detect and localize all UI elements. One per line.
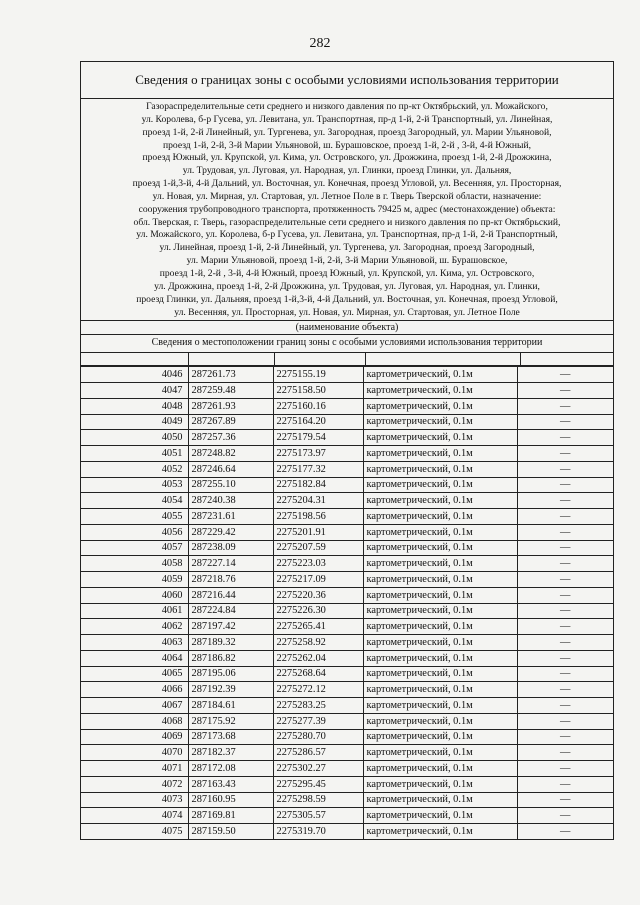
method-cell: картометрический, 0.1м: [363, 477, 517, 493]
method-cell: картометрический, 0.1м: [363, 587, 517, 603]
note-cell: —: [517, 619, 613, 635]
note-cell: —: [517, 398, 613, 414]
table-row: [81, 398, 613, 414]
y-coordinate-cell: 2275164.20: [273, 414, 363, 430]
note-cell: —: [517, 650, 613, 666]
table-row: [81, 761, 613, 777]
method-cell: картометрический, 0.1м: [363, 650, 517, 666]
table-row: [81, 446, 613, 462]
note-cell: —: [517, 587, 613, 603]
point-number-cell: 4051: [81, 446, 188, 462]
description-line: обл. Тверская, г. Тверь, газораспределительные сети среднего и низкого давления по пр-кт Октябрьский,: [133, 216, 561, 228]
method-cell: картометрический, 0.1м: [363, 792, 517, 808]
x-coordinate-cell: 287238.09: [188, 540, 273, 556]
x-coordinate-cell: 287195.06: [188, 666, 273, 682]
x-coordinate-cell: 287172.08: [188, 761, 273, 777]
note-cell: —: [517, 572, 613, 588]
table-row: [81, 745, 613, 761]
y-coordinate-cell: 2275198.56: [273, 509, 363, 525]
point-number-cell: 4062: [81, 619, 188, 635]
note-cell: —: [517, 745, 613, 761]
method-cell: картометрический, 0.1м: [363, 666, 517, 682]
y-coordinate-cell: 2275155.19: [273, 367, 363, 383]
table-row: [81, 524, 613, 540]
method-cell: картометрический, 0.1м: [363, 540, 517, 556]
y-coordinate-cell: 2275182.84: [273, 477, 363, 493]
description-line: проезд 1-й, 2-й , 3-й, 4-й Южный, проезд Южный, ул. Крупской, ул. Кима, ул. Островского,: [159, 267, 535, 279]
y-coordinate-cell: 2275179.54: [273, 430, 363, 446]
point-number-cell: 4056: [81, 524, 188, 540]
table-row: [81, 414, 613, 430]
x-coordinate-cell: 287259.48: [188, 383, 273, 399]
x-coordinate-cell: 287197.42: [188, 619, 273, 635]
method-cell: картометрический, 0.1м: [363, 430, 517, 446]
point-number-cell: 4071: [81, 761, 188, 777]
note-cell: —: [517, 556, 613, 572]
note-cell: —: [517, 682, 613, 698]
method-cell: картометрический, 0.1м: [363, 556, 517, 572]
method-cell: картометрический, 0.1м: [363, 808, 517, 824]
page-number: 282: [309, 36, 331, 51]
point-number-cell: 4072: [81, 776, 188, 792]
x-coordinate-cell: 287182.37: [188, 745, 273, 761]
y-coordinate-cell: 2275262.04: [273, 650, 363, 666]
table-row: [81, 698, 613, 714]
point-number-cell: 4046: [81, 367, 188, 383]
point-number-cell: 4055: [81, 509, 188, 525]
note-cell: —: [517, 540, 613, 556]
point-number-cell: 4065: [81, 666, 188, 682]
note-cell: —: [517, 698, 613, 714]
y-coordinate-cell: 2275305.57: [273, 808, 363, 824]
y-coordinate-cell: 2275207.59: [273, 540, 363, 556]
point-number-cell: 4061: [81, 603, 188, 619]
method-cell: картометрический, 0.1м: [363, 398, 517, 414]
method-cell: картометрический, 0.1м: [363, 761, 517, 777]
method-cell: картометрический, 0.1м: [363, 603, 517, 619]
note-cell: —: [517, 713, 613, 729]
x-coordinate-cell: 287229.42: [188, 524, 273, 540]
note-cell: —: [517, 776, 613, 792]
method-cell: картометрический, 0.1м: [363, 509, 517, 525]
method-cell: картометрический, 0.1м: [363, 383, 517, 399]
note-cell: —: [517, 493, 613, 509]
table-row: [81, 713, 613, 729]
method-cell: картометрический, 0.1м: [363, 745, 517, 761]
y-coordinate-cell: 2275286.57: [273, 745, 363, 761]
table-row: [81, 666, 613, 682]
table-row: [81, 808, 613, 824]
y-coordinate-cell: 2275265.41: [273, 619, 363, 635]
x-coordinate-cell: 287163.43: [188, 776, 273, 792]
y-coordinate-cell: 2275283.25: [273, 698, 363, 714]
description-line: ул. Новая, ул. Мирная, ул. Стартовая, ул. Летное Поле в г. Тверь Тверской области, назначение:: [152, 190, 542, 202]
x-coordinate-cell: 287175.92: [188, 713, 273, 729]
table-row: [81, 650, 613, 666]
x-coordinate-cell: 287261.73: [188, 367, 273, 383]
note-cell: —: [517, 477, 613, 493]
table-row: [81, 493, 613, 509]
table-row: [81, 824, 613, 840]
description-line: ул. Марии Ульяновой, проезд 1-й, 2-й, 3-й Марии Ульяновой, ш. Бурашовское,: [186, 255, 508, 267]
x-coordinate-cell: 287192.39: [188, 682, 273, 698]
y-coordinate-cell: 2275201.91: [273, 524, 363, 540]
description-line: ул. Весенняя, ул. Просторная, ул. Новая, ул. Мирная, ул. Стартовая, ул. Летное Поле: [174, 306, 520, 318]
section-title: Сведения о местоположении границ зоны с особыми условиями использования территории: [81, 335, 613, 353]
x-coordinate-cell: 287246.64: [188, 461, 273, 477]
method-cell: картометрический, 0.1м: [363, 414, 517, 430]
table-row: [81, 792, 613, 808]
y-coordinate-cell: 2275160.16: [273, 398, 363, 414]
table-row: [81, 540, 613, 556]
table-row: [81, 682, 613, 698]
table-row: [81, 635, 613, 651]
note-cell: —: [517, 461, 613, 477]
note-cell: —: [517, 808, 613, 824]
y-coordinate-cell: 2275204.31: [273, 493, 363, 509]
method-cell: картометрический, 0.1м: [363, 682, 517, 698]
description-line: проезд Глинки, ул. Дальняя, проезд 1-й,3-й, 4-й Дальний, ул. Восточная, ул. Конечная, проезд Угловой,: [136, 293, 558, 305]
note-cell: —: [517, 761, 613, 777]
note-cell: —: [517, 792, 613, 808]
x-coordinate-cell: 287160.95: [188, 792, 273, 808]
point-number-cell: 4050: [81, 430, 188, 446]
method-cell: картометрический, 0.1м: [363, 824, 517, 840]
description-line: ул. Королева, б-р Гусева, ул. Левитана, ул. Транспортная, пр-д 1-й, 2-й Транспортный, ул. Линейная,: [141, 113, 553, 125]
point-number-cell: 4069: [81, 729, 188, 745]
table-row: [81, 619, 613, 635]
method-cell: картометрический, 0.1м: [363, 461, 517, 477]
note-cell: —: [517, 729, 613, 745]
note-cell: —: [517, 524, 613, 540]
table-header-row: [81, 353, 613, 366]
point-number-cell: 4058: [81, 556, 188, 572]
description-line: ул. Трудовая, ул. Луговая, ул. Народная, ул. Глинки, проезд Глинки, ул. Дальняя,: [182, 165, 512, 177]
point-number-cell: 4057: [81, 540, 188, 556]
table-row: [81, 477, 613, 493]
method-cell: картометрический, 0.1м: [363, 493, 517, 509]
x-coordinate-cell: 287159.50: [188, 824, 273, 840]
form-title: Сведения о границах зоны с особыми условиями использования территории: [81, 62, 613, 99]
point-number-cell: 4059: [81, 572, 188, 588]
x-coordinate-cell: 287224.84: [188, 603, 273, 619]
method-cell: картометрический, 0.1м: [363, 367, 517, 383]
note-cell: —: [517, 666, 613, 682]
y-coordinate-cell: 2275220.36: [273, 587, 363, 603]
y-coordinate-cell: 2275319.70: [273, 824, 363, 840]
table-row: [81, 383, 613, 399]
point-number-cell: 4054: [81, 493, 188, 509]
x-coordinate-cell: 287189.32: [188, 635, 273, 651]
x-coordinate-cell: 287231.61: [188, 509, 273, 525]
point-number-cell: 4066: [81, 682, 188, 698]
table-row: [81, 367, 613, 383]
description-line: проезд Южный, ул. Крупской, ул. Кима, ул. Островского, ул. Дрожжина, проезд 1-й, 2-й Дрожжина,: [142, 152, 552, 164]
method-cell: картометрический, 0.1м: [363, 635, 517, 651]
table-row: [81, 461, 613, 477]
coordinates-table: [81, 366, 613, 839]
y-coordinate-cell: 2275298.59: [273, 792, 363, 808]
description-line: ул. Можайского, ул. Королева, б-р Гусева, ул. Левитана, ул. Транспортная, пр-д 1-й, 2-й Транспортный,: [136, 229, 558, 241]
x-coordinate-cell: 287261.93: [188, 398, 273, 414]
method-cell: картометрический, 0.1м: [363, 446, 517, 462]
point-number-cell: 4074: [81, 808, 188, 824]
table-row: [81, 572, 613, 588]
method-cell: картометрический, 0.1м: [363, 619, 517, 635]
y-coordinate-cell: 2275177.32: [273, 461, 363, 477]
note-cell: —: [517, 603, 613, 619]
y-coordinate-cell: 2275226.30: [273, 603, 363, 619]
x-coordinate-cell: 287216.44: [188, 587, 273, 603]
x-coordinate-cell: 287240.38: [188, 493, 273, 509]
x-coordinate-cell: 287248.82: [188, 446, 273, 462]
x-coordinate-cell: 287267.89: [188, 414, 273, 430]
note-cell: —: [517, 509, 613, 525]
point-number-cell: 4060: [81, 587, 188, 603]
method-cell: картометрический, 0.1м: [363, 729, 517, 745]
note-cell: —: [517, 446, 613, 462]
description-line: сооружения трубопроводного транспорта, протяженность 79425 м, адрес (местонахождение) объекта:: [138, 203, 556, 215]
method-cell: картометрический, 0.1м: [363, 524, 517, 540]
note-cell: —: [517, 824, 613, 840]
description-line: ул. Линейная, проезд 1-й, 2-й Линейный, ул. Тургенева, ул. Загородная, проезд Загородный,: [159, 242, 535, 254]
y-coordinate-cell: 2275295.45: [273, 776, 363, 792]
object-description: [81, 99, 613, 321]
point-number-cell: 4075: [81, 824, 188, 840]
point-number-cell: 4052: [81, 461, 188, 477]
note-cell: —: [517, 430, 613, 446]
table-row: [81, 509, 613, 525]
table-row: [81, 603, 613, 619]
y-coordinate-cell: 2275302.27: [273, 761, 363, 777]
x-coordinate-cell: 287184.61: [188, 698, 273, 714]
y-coordinate-cell: 2275268.64: [273, 666, 363, 682]
point-number-cell: 4047: [81, 383, 188, 399]
table-row: [81, 776, 613, 792]
point-number-cell: 4063: [81, 635, 188, 651]
x-coordinate-cell: 287227.14: [188, 556, 273, 572]
table-row: [81, 587, 613, 603]
point-number-cell: 4048: [81, 398, 188, 414]
x-coordinate-cell: 287169.81: [188, 808, 273, 824]
table-row: [81, 556, 613, 572]
point-number-cell: 4068: [81, 713, 188, 729]
point-number-cell: 4073: [81, 792, 188, 808]
x-coordinate-cell: 287257.36: [188, 430, 273, 446]
y-coordinate-cell: 2275272.12: [273, 682, 363, 698]
note-cell: —: [517, 414, 613, 430]
x-coordinate-cell: 287186.82: [188, 650, 273, 666]
y-coordinate-cell: 2275280.70: [273, 729, 363, 745]
x-coordinate-cell: 287255.10: [188, 477, 273, 493]
description-line: проезд 1-й, 2-й, 3-й Марии Ульяновой, ш. Бурашовское, проезд 1-й, 2-й , 3-й, 4-й Южный,: [162, 139, 532, 151]
method-cell: картометрический, 0.1м: [363, 698, 517, 714]
point-number-cell: 4064: [81, 650, 188, 666]
method-cell: картометрический, 0.1м: [363, 572, 517, 588]
note-cell: —: [517, 635, 613, 651]
point-number-cell: 4067: [81, 698, 188, 714]
method-cell: картометрический, 0.1м: [363, 776, 517, 792]
object-name-caption: (наименование объекта): [81, 321, 613, 335]
y-coordinate-cell: 2275217.09: [273, 572, 363, 588]
y-coordinate-cell: 2275158.50: [273, 383, 363, 399]
y-coordinate-cell: 2275173.97: [273, 446, 363, 462]
note-cell: —: [517, 367, 613, 383]
method-cell: картометрический, 0.1м: [363, 713, 517, 729]
note-cell: —: [517, 383, 613, 399]
x-coordinate-cell: 287173.68: [188, 729, 273, 745]
description-line: проезд 1-й, 2-й Линейный, ул. Тургенева, ул. Загородная, проезд Загородный, ул. Марии Ульяновой,: [142, 126, 552, 138]
y-coordinate-cell: 2275223.03: [273, 556, 363, 572]
y-coordinate-cell: 2275277.39: [273, 713, 363, 729]
point-number-cell: 4053: [81, 477, 188, 493]
description-line: Газораспределительные сети среднего и низкого давления по пр-кт Октябрьский, ул. Можайского,: [146, 101, 548, 112]
point-number-cell: 4070: [81, 745, 188, 761]
description-line: ул. Дрожжина, проезд 1-й, 2-й Дрожжина, ул. Трудовая, ул. Луговая, ул. Народная, ул. Глинки,: [154, 280, 540, 292]
table-row: [81, 430, 613, 446]
table-row: [81, 729, 613, 745]
x-coordinate-cell: 287218.76: [188, 572, 273, 588]
y-coordinate-cell: 2275258.92: [273, 635, 363, 651]
description-line: проезд 1-й,3-й, 4-й Дальний, ул. Восточная, ул. Конечная, проезд Угловой, ул. Весенняя, ул. Просторная,: [132, 178, 562, 190]
document-form: [80, 61, 614, 840]
point-number-cell: 4049: [81, 414, 188, 430]
